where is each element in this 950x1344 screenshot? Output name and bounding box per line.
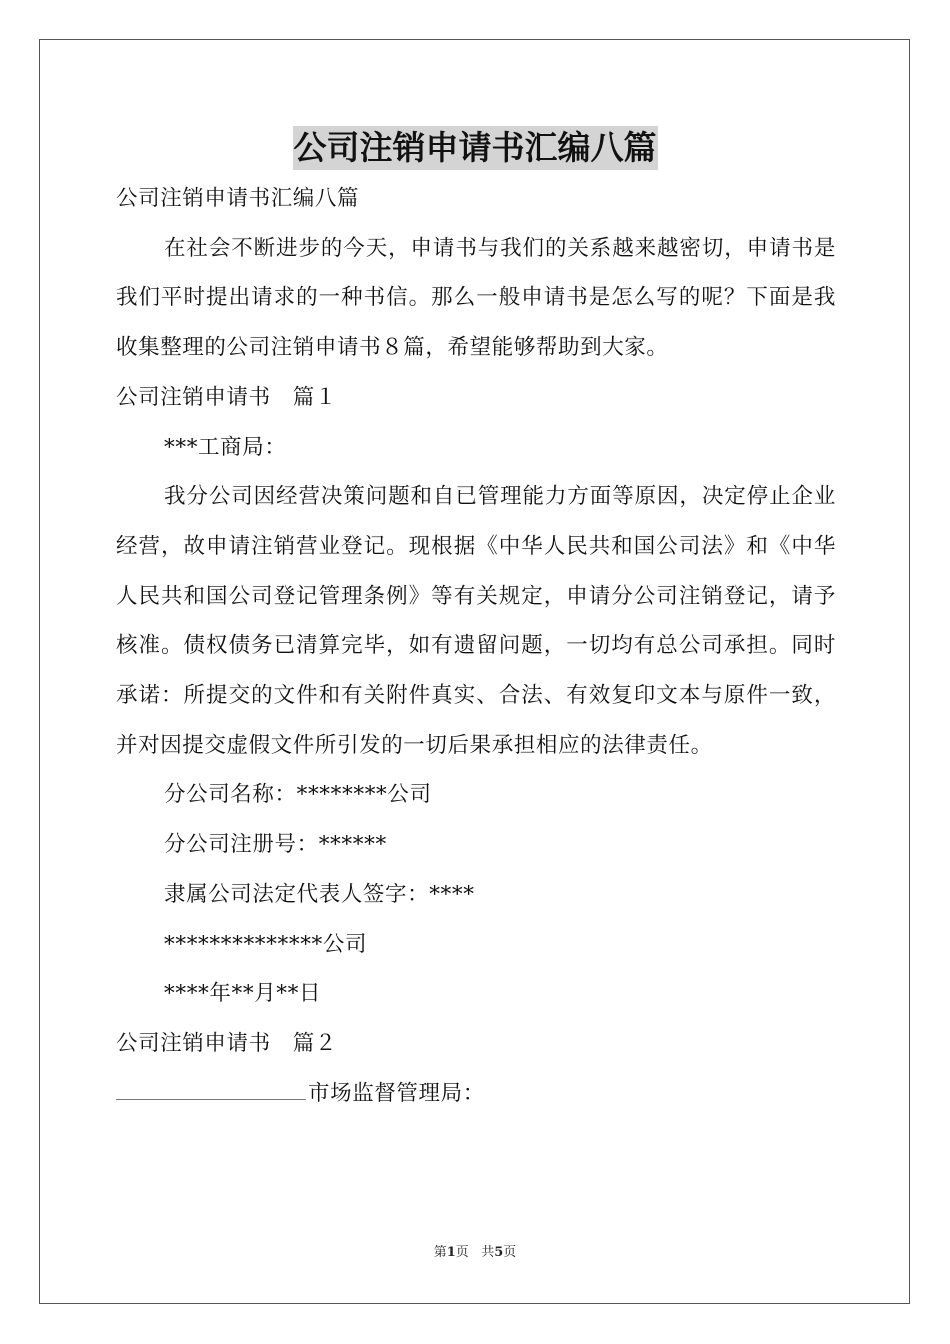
paragraph-subtitle: 公司注销申请书汇编八篇 (116, 186, 360, 211)
blank-underline (116, 1079, 306, 1100)
document-title: 公司注销申请书汇编八篇 (293, 126, 658, 170)
section-heading-2: 公司注销申请书 篇２ (116, 1030, 338, 1056)
paragraph-signature: 隶属公司法定代表人签字：**** (164, 881, 475, 907)
document-body (116, 174, 836, 1118)
footer-total-pages: 5 (494, 1245, 504, 1260)
paragraph-date: ****年**月**日 (164, 981, 322, 1007)
footer-page-number: 1 (446, 1245, 456, 1260)
paragraph-addressee: ***工商局： (164, 434, 287, 460)
footer-prefix: 第 (433, 1245, 447, 1260)
paragraph-body: 我分公司因经营决策问题和自已管理能力方面等原因，决定停止企业经营，故申请注销营业登记。现根据《中华人民共和国公司法》和《中华人民共和国公司登记管理条例》等有关规定，申请分公司注销登记，请予核准。债权债务已清算完毕，如有遗留问题，一切均有总公司承担。同时承诺：所提交的文件和有关附件真实、合法、有效复印文本与原件一致，并对因提交虚假文件所引发的一切后果承担相应的法律责任。 (116, 484, 836, 758)
footer-page-unit: 页 (455, 1245, 469, 1260)
paragraph-company: **************公司 (164, 931, 368, 957)
market-bureau-text: 市场监督管理局： (308, 1080, 485, 1106)
paragraph-registration-number: 分公司注册号：****** (164, 832, 387, 858)
title-container (0, 126, 950, 170)
footer-total-unit: 页 (503, 1245, 517, 1260)
footer-total-prefix: 共 (481, 1245, 495, 1260)
page-footer (0, 1244, 950, 1262)
paragraph-branch-name: 分公司名称：********公司 (164, 782, 432, 808)
section-heading-1: 公司注销申请书 篇１ (116, 384, 338, 410)
paragraph-intro: 在社会不断进步的今天，申请书与我们的关系越来越密切，申请书是我们平时提出请求的一种书信。那么一般申请书是怎么写的呢？下面是我收集整理的公司注销申请书８篇，希望能够帮助到大家。 (116, 235, 836, 361)
paragraph-market-bureau (116, 1069, 836, 1119)
